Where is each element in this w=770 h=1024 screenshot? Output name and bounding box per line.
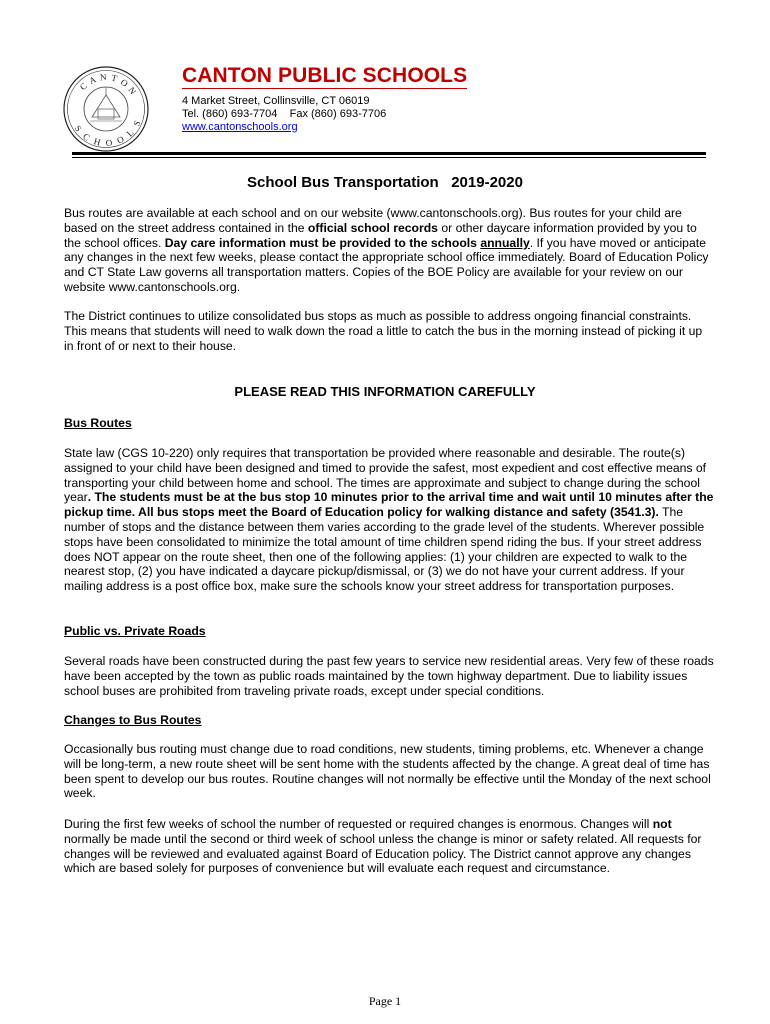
header-rule-thin [72,157,706,158]
intro-text: or other daycare information provided by you to the school offices. [64,220,697,250]
svg-text:N: N [99,71,107,83]
changes-paragraph-2 [64,817,714,876]
intro-text: . If you have moved or anticipate any changes in the next few weeks, please contact the appropriate school office immediately. Board of Education Policy and CT State Law governs all transportation matters. Copies of the BOE Policy are available for your review on our website www.cantonschools.org. [64,235,709,294]
svg-text:O: O [105,137,113,149]
roads-heading: Public vs. Private Roads [64,624,206,638]
page-number: Page 1 [368,994,402,1008]
intro-bold-records: official school records [307,220,438,235]
changes-bold-not: not [652,817,672,831]
intro-bold-daycare: Day care information must be provided to the schools [164,235,481,250]
bus-routes-paragraph [64,446,714,594]
svg-text:L: L [124,127,136,139]
consolidated-stops-paragraph: The District continues to utilize consolidated bus stops as much as possible to address ongoing financial constraints. This means that students will need to walk down the road a little to catch the bus in the morning instead of picking it up in front of or next to their house. [64,309,703,353]
svg-text:T: T [110,72,119,84]
district-name: CANTON PUBLIC SCHOOLS [182,64,468,87]
bus-routes-text: The number of stops and the distance between them varies according to the grade level of the students. Wherever possible stops have been consolidated to minimize the total amount of time children spend riding the bus. If your street address does NOT appear on the route sheet, then one of the following applies: (1) your children are expected to walk to the nearest stop, (2) you have indicated a daycare pickup/dismissal, or (3) we do not have your current address. If your mailing address is a post office box, make sure the schools know your street address for transportation purposes. [64,505,705,594]
district-website-link[interactable]: www.cantonschools.org [182,121,298,133]
notice-heading: PLEASE READ THIS INFORMATION CAREFULLY [234,384,536,399]
changes-heading: Changes to Bus Routes [64,713,202,727]
svg-text:S: S [131,118,143,128]
intro-bold-annually: annually [480,235,530,250]
district-address: 4 Market Street, Collinsville, CT 06019 [182,95,370,107]
svg-text:N: N [126,85,139,97]
bus-routes-text: State law (CGS 10-220) only requires that transportation be provided where reasonable and desirable. The route(s) assigned to your child have been designed and timed to provide the safest, most expedient and cost effective means of transporting your child between home and school. The times are approximate and subject to change during the school year [64,446,707,505]
changes-paragraph-1: Occasionally bus routing must change due to road conditions, new students, timing problems, etc. Whenever a change will be long-term, a new route sheet will be sent home with the students affected by the change. A great deal of time has been spent to develop our bus routes. Routine changes will not normally be effective until the Monday of the next school week. [64,742,711,801]
district-phone: Tel. (860) 693-7704 Fax (860) 693-7706 [182,108,387,120]
svg-text:C: C [81,131,92,143]
changes-text: During the first few weeks of school the number of requested or required changes is enormous. Changes will [64,817,653,831]
svg-text:S: S [72,123,84,134]
bus-routes-bold: . The students must be at the bus stop 10 minutes prior to the arrival time and wait until 10 minutes after the pickup time. All bus stops meet the Board of Education policy for walking distance and safety (3541.3). [64,490,714,520]
intro-text: Bus routes are available at each school and on our website (www.cantonschools.org). Bus routes for your child are based on the street address contained in the [64,206,682,235]
bus-routes-heading: Bus Routes [64,416,132,430]
svg-text:A: A [87,74,98,86]
svg-text:C: C [77,80,90,93]
svg-text:O: O [115,133,126,146]
svg-text:H: H [92,136,102,148]
intro-paragraph [64,206,714,295]
svg-text:O: O [118,76,130,89]
header-rule-thick [72,152,706,155]
school-seal-logo [62,65,150,153]
document-title: School Bus Transportation 2019-2020 [247,174,523,191]
changes-text: normally be made until the second or third week of school unless the change is minor or safety related. All requests for changes will be reviewed and evaluated against Board of Education policy. The District cannot approve any changes which are based solely for purposes of convenience but will evaluate each request and circumstance. [64,831,702,876]
roads-paragraph: Several roads have been constructed during the past few years to service new residential areas. Very few of these roads have been accepted by the town as public roads maintained by the town highway department. Due to liability issues school buses are prohibited from traveling private roads, except under special conditions. [64,654,714,698]
